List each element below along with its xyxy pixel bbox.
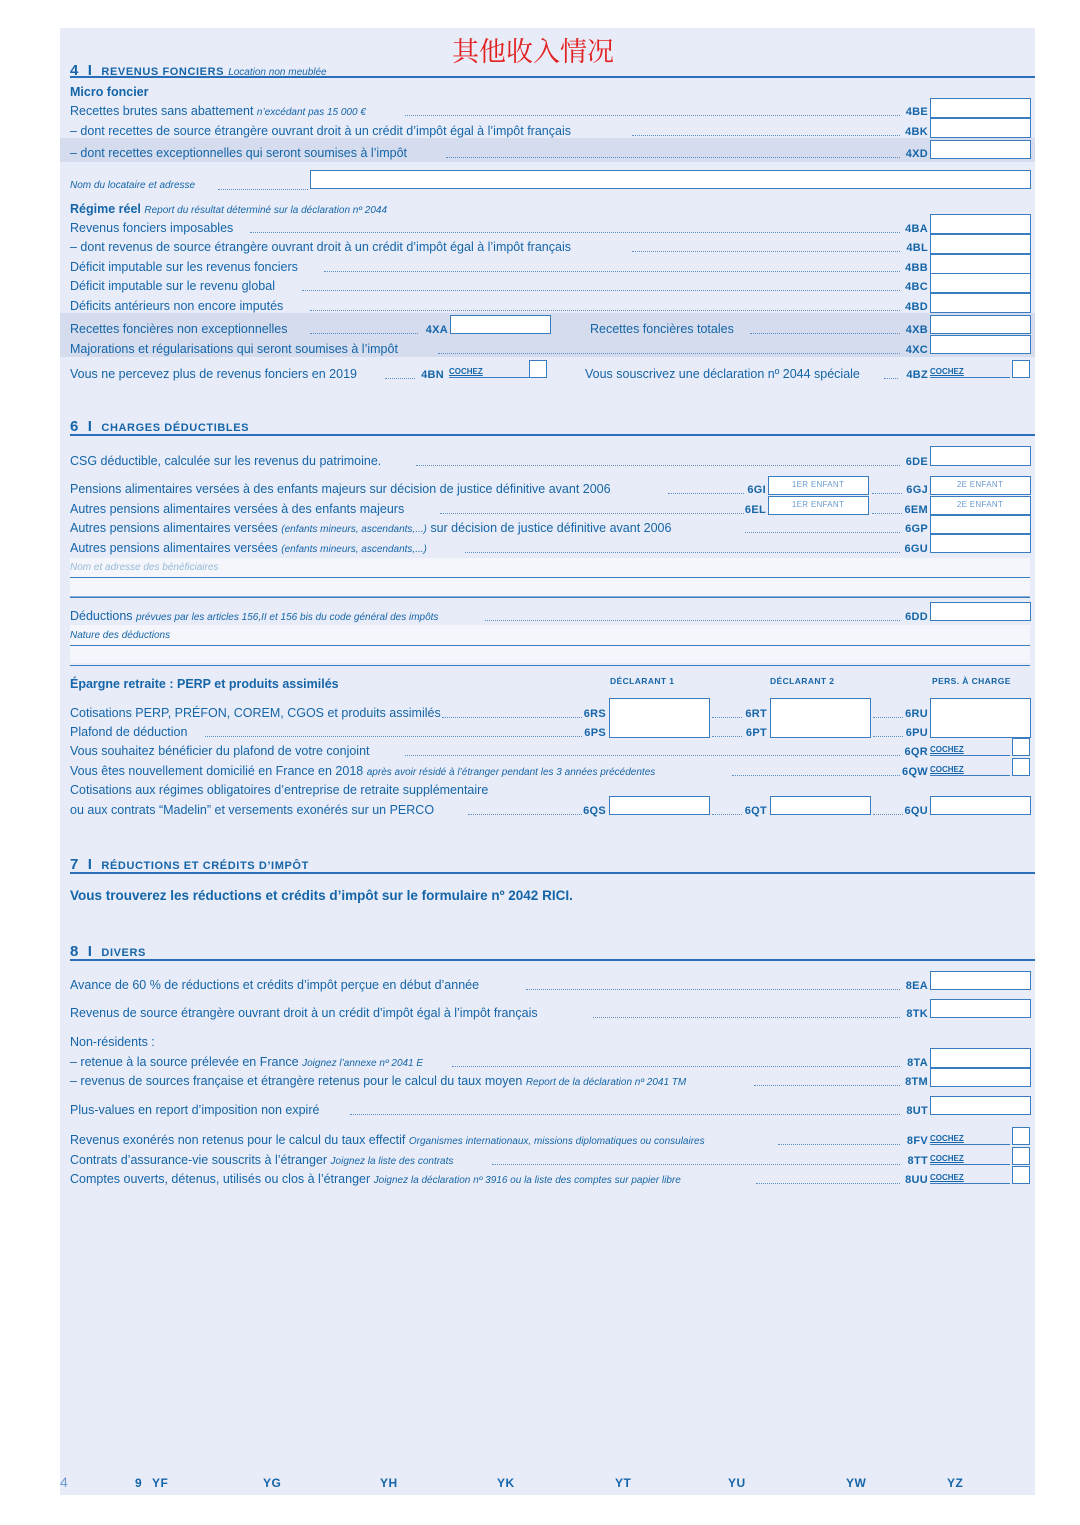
col-declarant-2: DÉCLARANT 2 (770, 676, 835, 686)
footer-code: 9 (135, 1476, 143, 1490)
code-4XB: 4XB (905, 324, 928, 336)
code-8UT: 8UT (906, 1105, 928, 1117)
input-4BK[interactable] (930, 118, 1031, 138)
cochez-line (930, 1164, 1010, 1165)
code-6GP: 6GP (905, 523, 928, 535)
cochez-label: COCHEZ (930, 1173, 964, 1182)
cochez-label: COCHEZ (930, 1154, 964, 1163)
label-8TA: – retenue à la source prélevée en France Joignez l’annexe nº 2041 E (70, 1055, 424, 1069)
label-6DD: Déductions prévues par les articles 156,II et 156 bis du code général des impôts (70, 609, 439, 623)
label-6EL: Autres pensions alimentaires versées à des enfants majeurs (70, 502, 405, 516)
cochez-label: COCHEZ (930, 765, 964, 774)
divider (70, 597, 1030, 598)
col-pers-charge: PERS. À CHARGE (932, 676, 1011, 686)
label-4BL: – dont revenus de source étrangère ouvrant droit à un crédit d’impôt égal à l’impôt français (70, 240, 571, 254)
label-6QW: Vous êtes nouvellement domicilié en France en 2018 après avoir résidé à l’étranger pendant les 3 années précédentes (70, 764, 656, 778)
input-6QS[interactable] (609, 796, 710, 815)
section-number: 4 (70, 62, 79, 79)
leader-dots (778, 1144, 900, 1145)
section-7-title: 7 I RÉDUCTIONS ET CRÉDITS D’IMPÔT (70, 856, 309, 873)
non-residents-label: Non-résidents : (70, 1035, 155, 1049)
leader-dots (465, 552, 900, 553)
page-number: 4 (60, 1474, 69, 1490)
section-4-rule (70, 76, 1035, 78)
checkbox-8TT[interactable] (1012, 1147, 1030, 1165)
footer-code: YH (380, 1476, 398, 1490)
leader-dots (593, 1017, 900, 1018)
input-8UT[interactable] (930, 1096, 1031, 1115)
input-8TK[interactable] (930, 999, 1031, 1018)
form-page (60, 28, 1035, 1495)
label-6GI: Pensions alimentaires versées à des enfants majeurs sur décision de justice définitive avant 2006 (70, 482, 611, 496)
divider (70, 577, 1030, 578)
label-8UT: Plus-values en report d’imposition non expiré (70, 1103, 320, 1117)
input-6GP[interactable] (930, 515, 1031, 534)
code-4BZ: 4BZ (906, 369, 928, 381)
leader-dots (452, 1066, 900, 1067)
input-6DE[interactable] (930, 446, 1031, 466)
cochez-label: COCHEZ (930, 367, 964, 376)
input-4BE[interactable] (930, 98, 1031, 118)
label-6RS: Cotisations PERP, PRÉFON, COREM, CGOS et produits assimilés (70, 706, 441, 720)
cochez-line (930, 775, 1010, 776)
leader-dots (442, 717, 582, 718)
label-4BE: Recettes brutes sans abattement n’excédant pas 15 000 € (70, 104, 366, 118)
cochez-line (449, 377, 529, 378)
code-4BD: 4BD (905, 301, 928, 313)
leader-dots (250, 232, 900, 233)
label-4BK: – dont recettes de source étrangère ouvrant droit à un crédit d’impôt égal à l’impôt français (70, 124, 571, 138)
checkbox-6QR[interactable] (1012, 738, 1030, 756)
cochez-label: COCHEZ (930, 1134, 964, 1143)
checkbox-8FV[interactable] (1012, 1127, 1030, 1145)
code-4BK: 4BK (905, 126, 928, 138)
code-4BB: 4BB (905, 262, 928, 274)
leader-dots (446, 157, 900, 158)
label-4BC: Déficit imputable sur le revenu global (70, 279, 275, 293)
divider (70, 665, 1030, 666)
micro-foncier-heading: Micro foncier (70, 85, 149, 99)
input-8TA[interactable] (930, 1048, 1031, 1068)
input-6RU[interactable] (930, 698, 1031, 738)
leader-dots (632, 135, 900, 136)
footer-code: YF (152, 1476, 169, 1490)
input-4XA[interactable] (450, 315, 551, 334)
cochez-label: COCHEZ (930, 745, 964, 754)
label-6GU: Autres pensions alimentaires versées (enfants mineurs, ascendants,...) (70, 541, 427, 555)
label-8TM: – revenus de sources française et étrangère retenus pour le calcul du taux moyen Report de la déclaration nº 2041 TM (70, 1074, 687, 1088)
leader-dots (712, 736, 742, 737)
regime-reel-heading: Régime réel Report du résultat déterminé sur la déclaration nº 2044 (70, 202, 388, 216)
checkbox-4BZ[interactable] (1012, 360, 1030, 378)
section-6-title: 6 I CHARGES DÉDUCTIBLES (70, 418, 250, 435)
code-4XC: 4XC (905, 344, 928, 356)
label-8EA: Avance de 60 % de réductions et crédits d’impôt perçue en début d’année (70, 978, 480, 992)
code-4BA: 4BA (905, 223, 928, 235)
code-6PU: 6PU (905, 727, 928, 739)
label-4BZ: Vous souscrivez une déclaration nº 2044 spéciale (585, 367, 860, 381)
nature-label: Nature des déductions (70, 630, 171, 641)
leader-dots (754, 1085, 900, 1086)
code-4BN: 4BN (421, 369, 444, 381)
checkbox-8UU[interactable] (1012, 1166, 1030, 1184)
footer-code: YG (263, 1476, 282, 1490)
footer-code: YT (615, 1476, 632, 1490)
leader-dots (405, 115, 900, 116)
code-4XD: 4XD (905, 148, 928, 160)
leader-dots (205, 736, 582, 737)
input-6RS[interactable] (609, 698, 710, 738)
input-8EA[interactable] (930, 971, 1031, 990)
leader-dots (438, 353, 900, 354)
code-8TM: 8TM (905, 1076, 928, 1088)
label-4XA: Recettes foncières non exceptionnelles (70, 322, 288, 336)
checkbox-4BN[interactable] (529, 360, 547, 378)
section-4-label: REVENUS FONCIERS (101, 66, 225, 78)
section-6-rule (70, 434, 1035, 436)
footer-code: YU (728, 1476, 746, 1490)
label-8FV: Revenus exonérés non retenus pour le calcul du taux effectif Organismes internationaux, missions diplomatiques ou consulaires (70, 1133, 705, 1147)
label-6GP: Autres pensions alimentaires versées (enfants mineurs, ascendants,...) sur décision de justice définitive avant 2006 (70, 521, 672, 535)
code-8TA: 8TA (907, 1057, 928, 1069)
code-8FV: 8FV (906, 1135, 928, 1147)
locataire-input[interactable] (310, 170, 1031, 189)
code-6PS: 6PS (584, 727, 606, 739)
cochez-line (930, 1183, 1010, 1184)
input-4BA[interactable] (930, 214, 1031, 234)
label-4BB: Déficit imputable sur les revenus fonciers (70, 260, 298, 274)
locataire-label: Nom du locataire et adresse (70, 180, 196, 191)
code-4BE: 4BE (905, 106, 928, 118)
code-6EM: 6EM (904, 504, 928, 516)
nature-input[interactable] (70, 625, 1030, 663)
leader-dots (310, 310, 900, 311)
enfant-label: 2E ENFANT (956, 480, 1004, 489)
input-6DD[interactable] (930, 602, 1031, 621)
col-declarant-1: DÉCLARANT 1 (610, 676, 675, 686)
input-4BL[interactable] (930, 234, 1031, 254)
label-4XD: – dont recettes exceptionnelles qui seront soumises à l’impôt (70, 146, 407, 160)
leader-dots (732, 775, 900, 776)
leader-dots (405, 755, 900, 756)
section-4-subtitle: Location non meublée (228, 67, 327, 78)
input-4XB[interactable] (930, 315, 1031, 334)
code-8TT: 8TT (907, 1155, 928, 1167)
input-6QU[interactable] (930, 796, 1031, 815)
input-4BD[interactable] (930, 293, 1031, 313)
footer-code: YZ (947, 1476, 964, 1490)
enfant-label: 2E ENFANT (956, 500, 1004, 509)
section-7-text: Vous trouverez les réductions et crédits d’impôt sur le formulaire nº 2042 RICI. (70, 888, 573, 903)
header-title: 其他收入情况 (452, 37, 614, 68)
code-6GJ: 6GJ (906, 484, 928, 496)
cochez-label: COCHEZ (449, 367, 483, 376)
input-4BC[interactable] (930, 273, 1031, 293)
code-6DE: 6DE (905, 456, 928, 468)
cochez-line (930, 1144, 1010, 1145)
leader-dots (485, 620, 900, 621)
label-4XB: Recettes foncières totales (590, 322, 734, 336)
code-6RT: 6RT (745, 708, 767, 720)
leader-dots (873, 736, 903, 737)
section-7-rule (70, 872, 1035, 874)
label-6QS-line2: ou aux contrats “Madelin” et versements exonérés sur un PERCO (70, 803, 435, 817)
input-4BB[interactable] (930, 254, 1031, 274)
enfant-label: 1ER ENFANT (791, 480, 845, 489)
code-6QW: 6QW (902, 766, 928, 778)
label-8TK: Revenus de source étrangère ouvrant droit à un crédit d’impôt égal à l’impôt français (70, 1006, 538, 1020)
code-4XA: 4XA (425, 324, 448, 336)
label-6QR: Vous souhaitez bénéficier du plafond de votre conjoint (70, 744, 370, 758)
epargne-heading: Épargne retraite : PERP et produits assimilés (70, 677, 339, 691)
label-4BD: Déficits antérieurs non encore imputés (70, 299, 284, 313)
label-8TT: Contrats d’assurance-vie souscrits à l’étranger Joignez la liste des contrats (70, 1153, 454, 1167)
divider (70, 645, 1030, 646)
code-6QR: 6QR (904, 746, 928, 758)
code-8TK: 8TK (906, 1008, 928, 1020)
code-6QT: 6QT (744, 805, 767, 817)
leader-dots (218, 189, 308, 190)
input-8TM[interactable] (930, 1068, 1031, 1087)
label-6DE: CSG déductible, calculée sur les revenus du patrimoine. (70, 454, 382, 468)
input-4XC[interactable] (930, 335, 1031, 354)
leader-dots (750, 333, 900, 334)
section-8-rule (70, 959, 1035, 961)
label-8UU: Comptes ouverts, détenus, utilisés ou clos à l’étranger Joignez la déclaration nº 3916 ou la liste des comptes sur papier libre (70, 1172, 681, 1186)
leader-dots (745, 532, 900, 533)
cochez-line (930, 377, 1010, 378)
leader-dots (440, 513, 744, 514)
label-4BN: Vous ne percevez plus de revenus fonciers en 2019 (70, 367, 357, 381)
code-6QU: 6QU (904, 805, 928, 817)
input-6RT[interactable] (770, 698, 871, 738)
input-6GU[interactable] (930, 534, 1031, 553)
code-6DD: 6DD (905, 611, 928, 623)
leader-dots (468, 814, 582, 815)
code-6EL: 6EL (744, 504, 766, 516)
code-6PT: 6PT (745, 727, 767, 739)
code-6RS: 6RS (583, 708, 606, 720)
leader-dots (324, 271, 900, 272)
leader-dots (756, 1183, 900, 1184)
cochez-line (930, 755, 1010, 756)
code-6RU: 6RU (905, 708, 928, 720)
leader-dots (632, 251, 900, 252)
leader-dots (416, 465, 900, 466)
section-4-title: 4 I REVENUS FONCIERS Location non meublée (70, 62, 327, 79)
label-6PS: Plafond de déduction (70, 725, 188, 739)
section-8-title: 8 I DIVERS (70, 943, 146, 960)
label-6QS-line1: Cotisations aux régimes obligatoires d’entreprise de retraite supplémentaire (70, 783, 489, 797)
code-4BL: 4BL (906, 242, 928, 254)
enfant-label: 1ER ENFANT (791, 500, 845, 509)
leader-dots (302, 290, 900, 291)
leader-dots (310, 333, 418, 334)
leader-dots (350, 1114, 900, 1115)
code-8UU: 8UU (905, 1174, 928, 1186)
footer-code: YK (497, 1476, 515, 1490)
checkbox-6QW[interactable] (1012, 758, 1030, 776)
footer-code: YW (846, 1476, 867, 1490)
input-4XD[interactable] (930, 140, 1031, 159)
code-8EA: 8EA (905, 980, 928, 992)
code-6GI: 6GI (747, 484, 766, 496)
leader-dots (492, 1164, 900, 1165)
label-4BA: Revenus fonciers imposables (70, 221, 234, 235)
input-6QT[interactable] (770, 796, 871, 815)
leader-dots (526, 989, 900, 990)
code-6QS: 6QS (583, 805, 606, 817)
code-4BC: 4BC (905, 281, 928, 293)
label-4XC: Majorations et régularisations qui seront soumises à l’impôt (70, 342, 398, 356)
code-6GU: 6GU (904, 543, 928, 555)
